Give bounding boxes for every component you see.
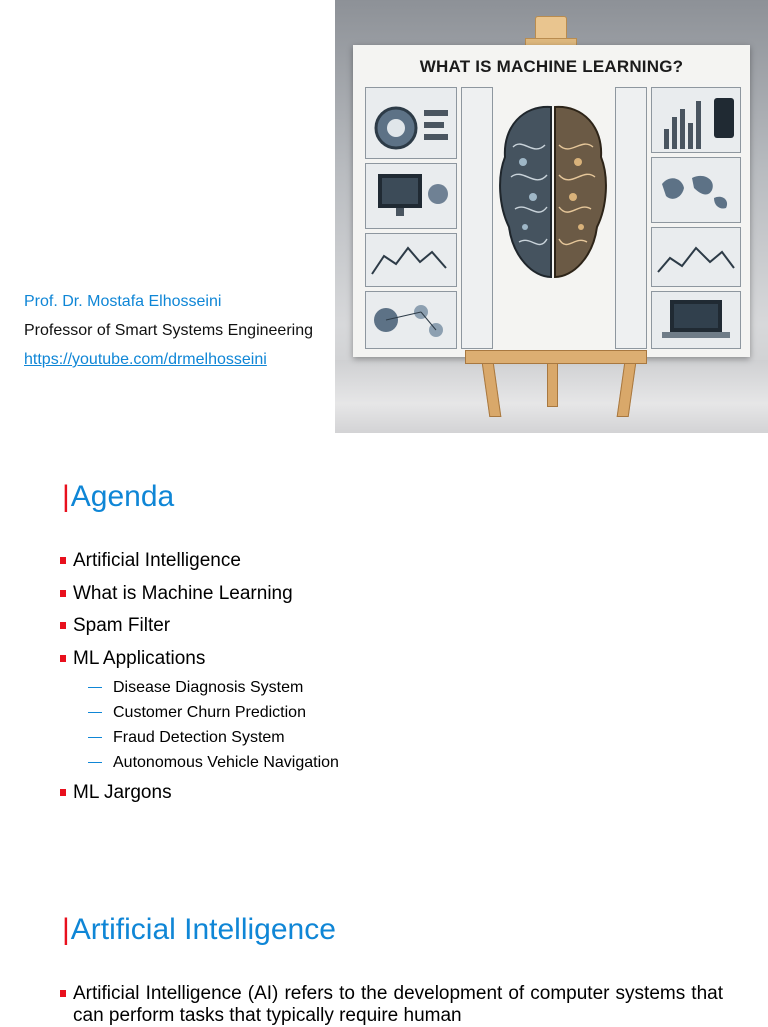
agenda-item-label: ML Jargons	[73, 782, 172, 803]
poster-board	[353, 45, 750, 357]
infographic-panel	[365, 163, 457, 229]
title-slide	[0, 0, 768, 433]
poster-title: WHAT IS MACHINE LEARNING?	[419, 57, 684, 76]
easel-shelf	[465, 350, 647, 364]
infographic-panel	[651, 227, 741, 287]
agenda-subitem-label: Fraud Detection System	[113, 729, 285, 746]
infographic-panel	[651, 291, 741, 349]
agenda-heading-text: Agenda	[70, 480, 175, 513]
line-graph-icon	[652, 228, 740, 286]
agenda-heading	[62, 482, 174, 512]
agenda-sublist	[73, 675, 339, 775]
agenda-subitem	[88, 675, 339, 700]
network-icon	[366, 292, 456, 348]
phone-icon	[712, 96, 736, 140]
bullet-icon	[60, 789, 66, 796]
infographic-panel	[365, 87, 457, 159]
ai-definition-paragraph	[60, 983, 723, 1027]
world-map-icon	[652, 158, 740, 222]
brain-illustration-icon	[493, 97, 613, 287]
laptop-icon	[652, 292, 740, 348]
monitor-icon	[366, 164, 456, 228]
agenda-subitem-label: Autonomous Vehicle Navigation	[113, 754, 339, 771]
dash-icon	[88, 712, 102, 713]
agenda-list	[60, 545, 339, 810]
heading-accent-bar: |	[62, 913, 70, 946]
ai-heading-text: Artificial Intelligence	[70, 913, 336, 946]
line-graph-icon	[366, 234, 456, 286]
infographic-panel	[615, 87, 647, 349]
agenda-item	[60, 545, 339, 578]
agenda-item-label: Artificial Intelligence	[73, 550, 241, 571]
agenda-subitem	[88, 700, 339, 725]
bullet-icon	[60, 655, 66, 662]
bullet-icon	[60, 557, 66, 564]
agenda-item	[60, 643, 339, 776]
author-role: Professor of Smart Systems Engineering	[24, 322, 314, 339]
machine-learning-poster-photo	[335, 0, 768, 433]
agenda-subitem	[88, 725, 339, 750]
bullet-icon	[60, 622, 66, 629]
agenda-item	[60, 777, 339, 810]
agenda-item	[60, 578, 339, 611]
agenda-subitem-label: Disease Diagnosis System	[113, 679, 304, 696]
bullet-icon	[60, 590, 66, 597]
artificial-intelligence-slide	[0, 863, 768, 1024]
dash-icon	[88, 762, 102, 763]
author-name: Prof. Dr. Mostafa Elhosseini	[24, 293, 222, 310]
bullet-icon	[60, 990, 66, 997]
agenda-slide	[0, 433, 768, 863]
infographic-panel	[651, 157, 741, 223]
agenda-item-label: Spam Filter	[73, 615, 171, 636]
agenda-subitem	[88, 750, 339, 775]
infographic-panel	[461, 87, 493, 349]
dash-icon	[88, 737, 102, 738]
infographic-panel	[651, 87, 741, 153]
dash-icon	[88, 687, 102, 688]
agenda-item-label: ML Applications	[73, 647, 206, 669]
infographic-panel	[365, 233, 457, 287]
infographic-panel	[365, 291, 457, 349]
youtube-channel-link[interactable]: https://youtube.com/drmelhosseini	[24, 351, 267, 368]
agenda-subitem-label: Customer Churn Prediction	[113, 704, 306, 721]
gear-chart-icon	[366, 88, 456, 158]
ai-heading	[62, 915, 336, 945]
ai-definition-text: Artificial Intelligence (AI) refers to the development of computer systems that can perform tasks that typically require human	[73, 983, 723, 1026]
agenda-item	[60, 610, 339, 643]
agenda-item-label: What is Machine Learning	[73, 582, 293, 604]
heading-accent-bar: |	[62, 480, 70, 513]
